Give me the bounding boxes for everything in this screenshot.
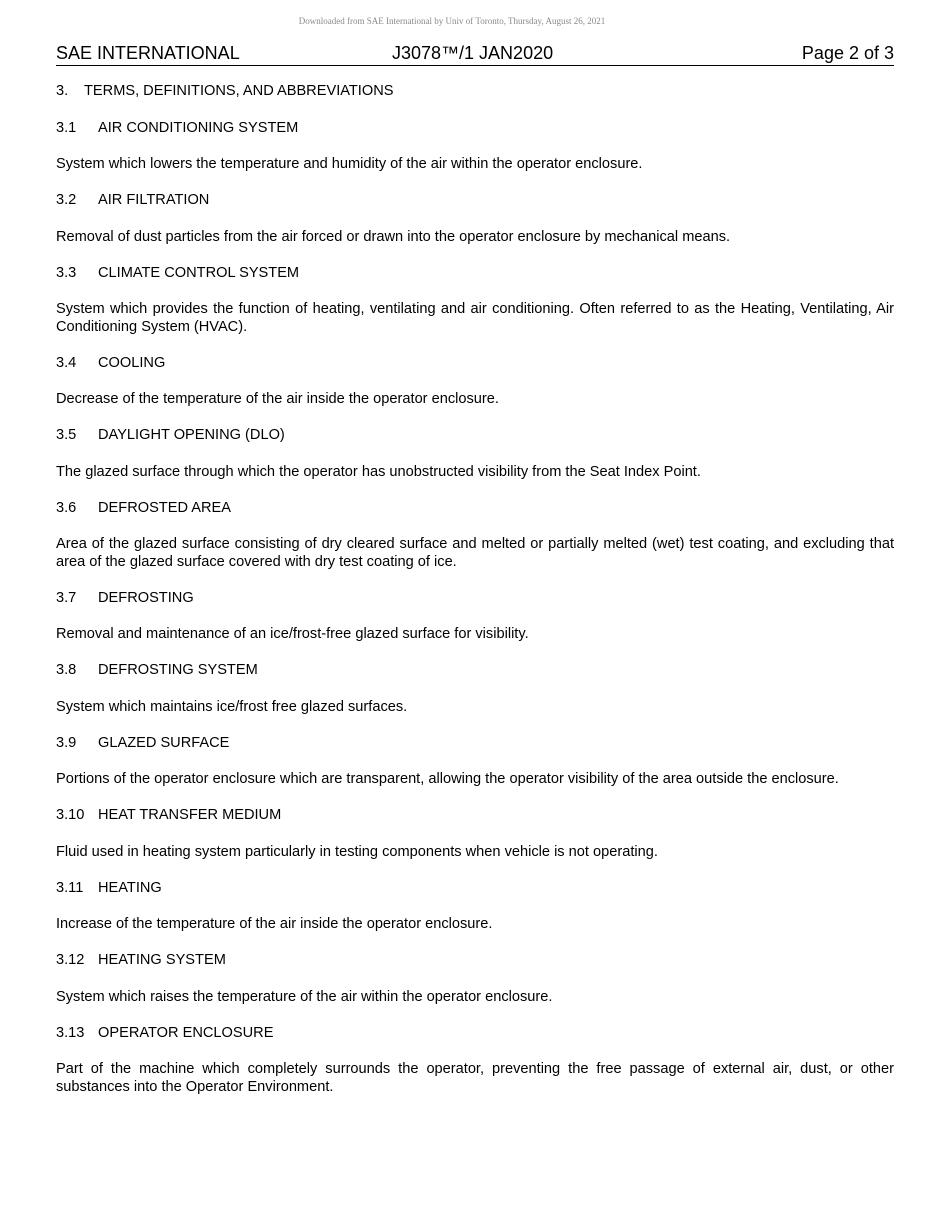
term-definition: The glazed surface through which the operator has unobstructed visibility from the Seat Index Point. xyxy=(56,463,701,480)
header-organization: SAE INTERNATIONAL xyxy=(56,43,240,63)
term-entry xyxy=(56,880,894,953)
term-definition: Portions of the operator enclosure which are transparent, allowing the operator visibility of the area outside the enclosure. xyxy=(56,771,839,787)
term-heading xyxy=(56,880,894,898)
section-title: TERMS, DEFINITIONS, AND ABBREVIATIONS xyxy=(84,83,394,99)
term-heading xyxy=(56,807,894,825)
term-entry xyxy=(56,662,894,735)
term-title: DEFROSTED AREA xyxy=(98,499,231,516)
term-number: 3.7 xyxy=(56,589,77,606)
term-definition: System which provides the function of heating, ventilating and air conditioning. Often referred to as the Heating, Ventilating, Air Conditioning System (HVAC). xyxy=(56,301,894,335)
term-title: AIR CONDITIONING SYSTEM xyxy=(98,119,299,136)
term-title: OPERATOR ENCLOSURE xyxy=(98,1024,274,1041)
term-title: DAYLIGHT OPENING (DLO) xyxy=(98,427,285,443)
document-body xyxy=(56,83,894,1115)
term-title: AIR FILTRATION xyxy=(98,192,210,208)
term-definition: Decrease of the temperature of the air inside the operator enclosure. xyxy=(56,391,499,407)
term-heading xyxy=(56,120,894,138)
term-definition: System which maintains ice/frost free glazed surfaces. xyxy=(56,698,408,715)
term-entry xyxy=(56,807,894,880)
header-page-number: Page 2 of 3 xyxy=(801,43,894,63)
term-definition: Removal and maintenance of an ice/frost-free glazed surface for visibility. xyxy=(56,626,529,642)
terms-list xyxy=(56,120,894,1115)
term-entry xyxy=(56,192,894,265)
term-number: 3.3 xyxy=(56,264,77,281)
term-entry xyxy=(56,265,894,355)
term-number: 3.13 xyxy=(56,1024,85,1041)
term-entry xyxy=(56,427,894,500)
term-entry xyxy=(56,355,894,428)
term-entry xyxy=(56,735,894,808)
term-number: 3.12 xyxy=(56,952,85,968)
term-number: 3.2 xyxy=(56,192,77,208)
term-definition: System which lowers the temperature and humidity of the air within the operator enclosure. xyxy=(56,156,643,172)
term-entry xyxy=(56,500,894,590)
term-title: GLAZED SURFACE xyxy=(98,734,230,751)
section-number: 3. xyxy=(56,83,69,99)
term-heading xyxy=(56,590,894,608)
term-number: 3.4 xyxy=(56,354,77,371)
term-heading xyxy=(56,427,894,445)
term-number: 3.8 xyxy=(56,662,77,678)
term-title: DEFROSTING SYSTEM xyxy=(98,662,258,678)
term-definition: Part of the machine which completely surrounds the operator, preventing the free passage of external air, dust, or other substances into the Operator Environment. xyxy=(56,1061,894,1095)
term-entry xyxy=(56,952,894,1025)
term-heading xyxy=(56,265,894,283)
term-title: CLIMATE CONTROL SYSTEM xyxy=(98,264,300,281)
term-definition: Area of the glazed surface consisting of dry cleared surface and melted or partially melted (wet) test coating, and excluding that area of the glazed surface covered with dry test coating of ice. xyxy=(56,536,894,570)
term-heading xyxy=(56,355,894,373)
term-heading xyxy=(56,952,894,970)
term-definition: System which raises the temperature of the air within the operator enclosure. xyxy=(56,988,553,1005)
term-number: 3.5 xyxy=(56,427,77,443)
term-definition: Fluid used in heating system particularly in testing components when vehicle is not operating. xyxy=(56,843,658,860)
term-definition: Increase of the temperature of the air inside the operator enclosure. xyxy=(56,916,493,932)
term-number: 3.6 xyxy=(56,499,77,516)
term-heading xyxy=(56,1025,894,1043)
term-heading xyxy=(56,735,894,753)
term-entry xyxy=(56,120,894,193)
download-watermark: Downloaded from SAE International by Univ of Toronto, Thursday, August 26, 2021 xyxy=(298,16,606,26)
term-number: 3.1 xyxy=(56,119,77,136)
term-heading xyxy=(56,500,894,518)
term-entry xyxy=(56,590,894,663)
term-definition: Removal of dust particles from the air forced or drawn into the operator enclosure by mechanical means. xyxy=(56,228,731,245)
term-number: 3.9 xyxy=(56,734,77,751)
term-title: COOLING xyxy=(98,354,166,371)
term-heading xyxy=(56,192,894,210)
term-title: DEFROSTING xyxy=(98,589,194,606)
term-heading xyxy=(56,662,894,680)
page-header xyxy=(56,43,894,66)
term-title: HEATING SYSTEM xyxy=(98,952,226,968)
term-title: HEATING xyxy=(98,879,162,896)
term-number: 3.10 xyxy=(56,807,85,823)
header-document-id: J3078™/1 JAN2020 xyxy=(392,43,554,63)
term-number: 3.11 xyxy=(56,879,84,896)
term-entry xyxy=(56,1025,894,1115)
section-heading xyxy=(56,83,894,101)
term-title: HEAT TRANSFER MEDIUM xyxy=(98,807,282,823)
